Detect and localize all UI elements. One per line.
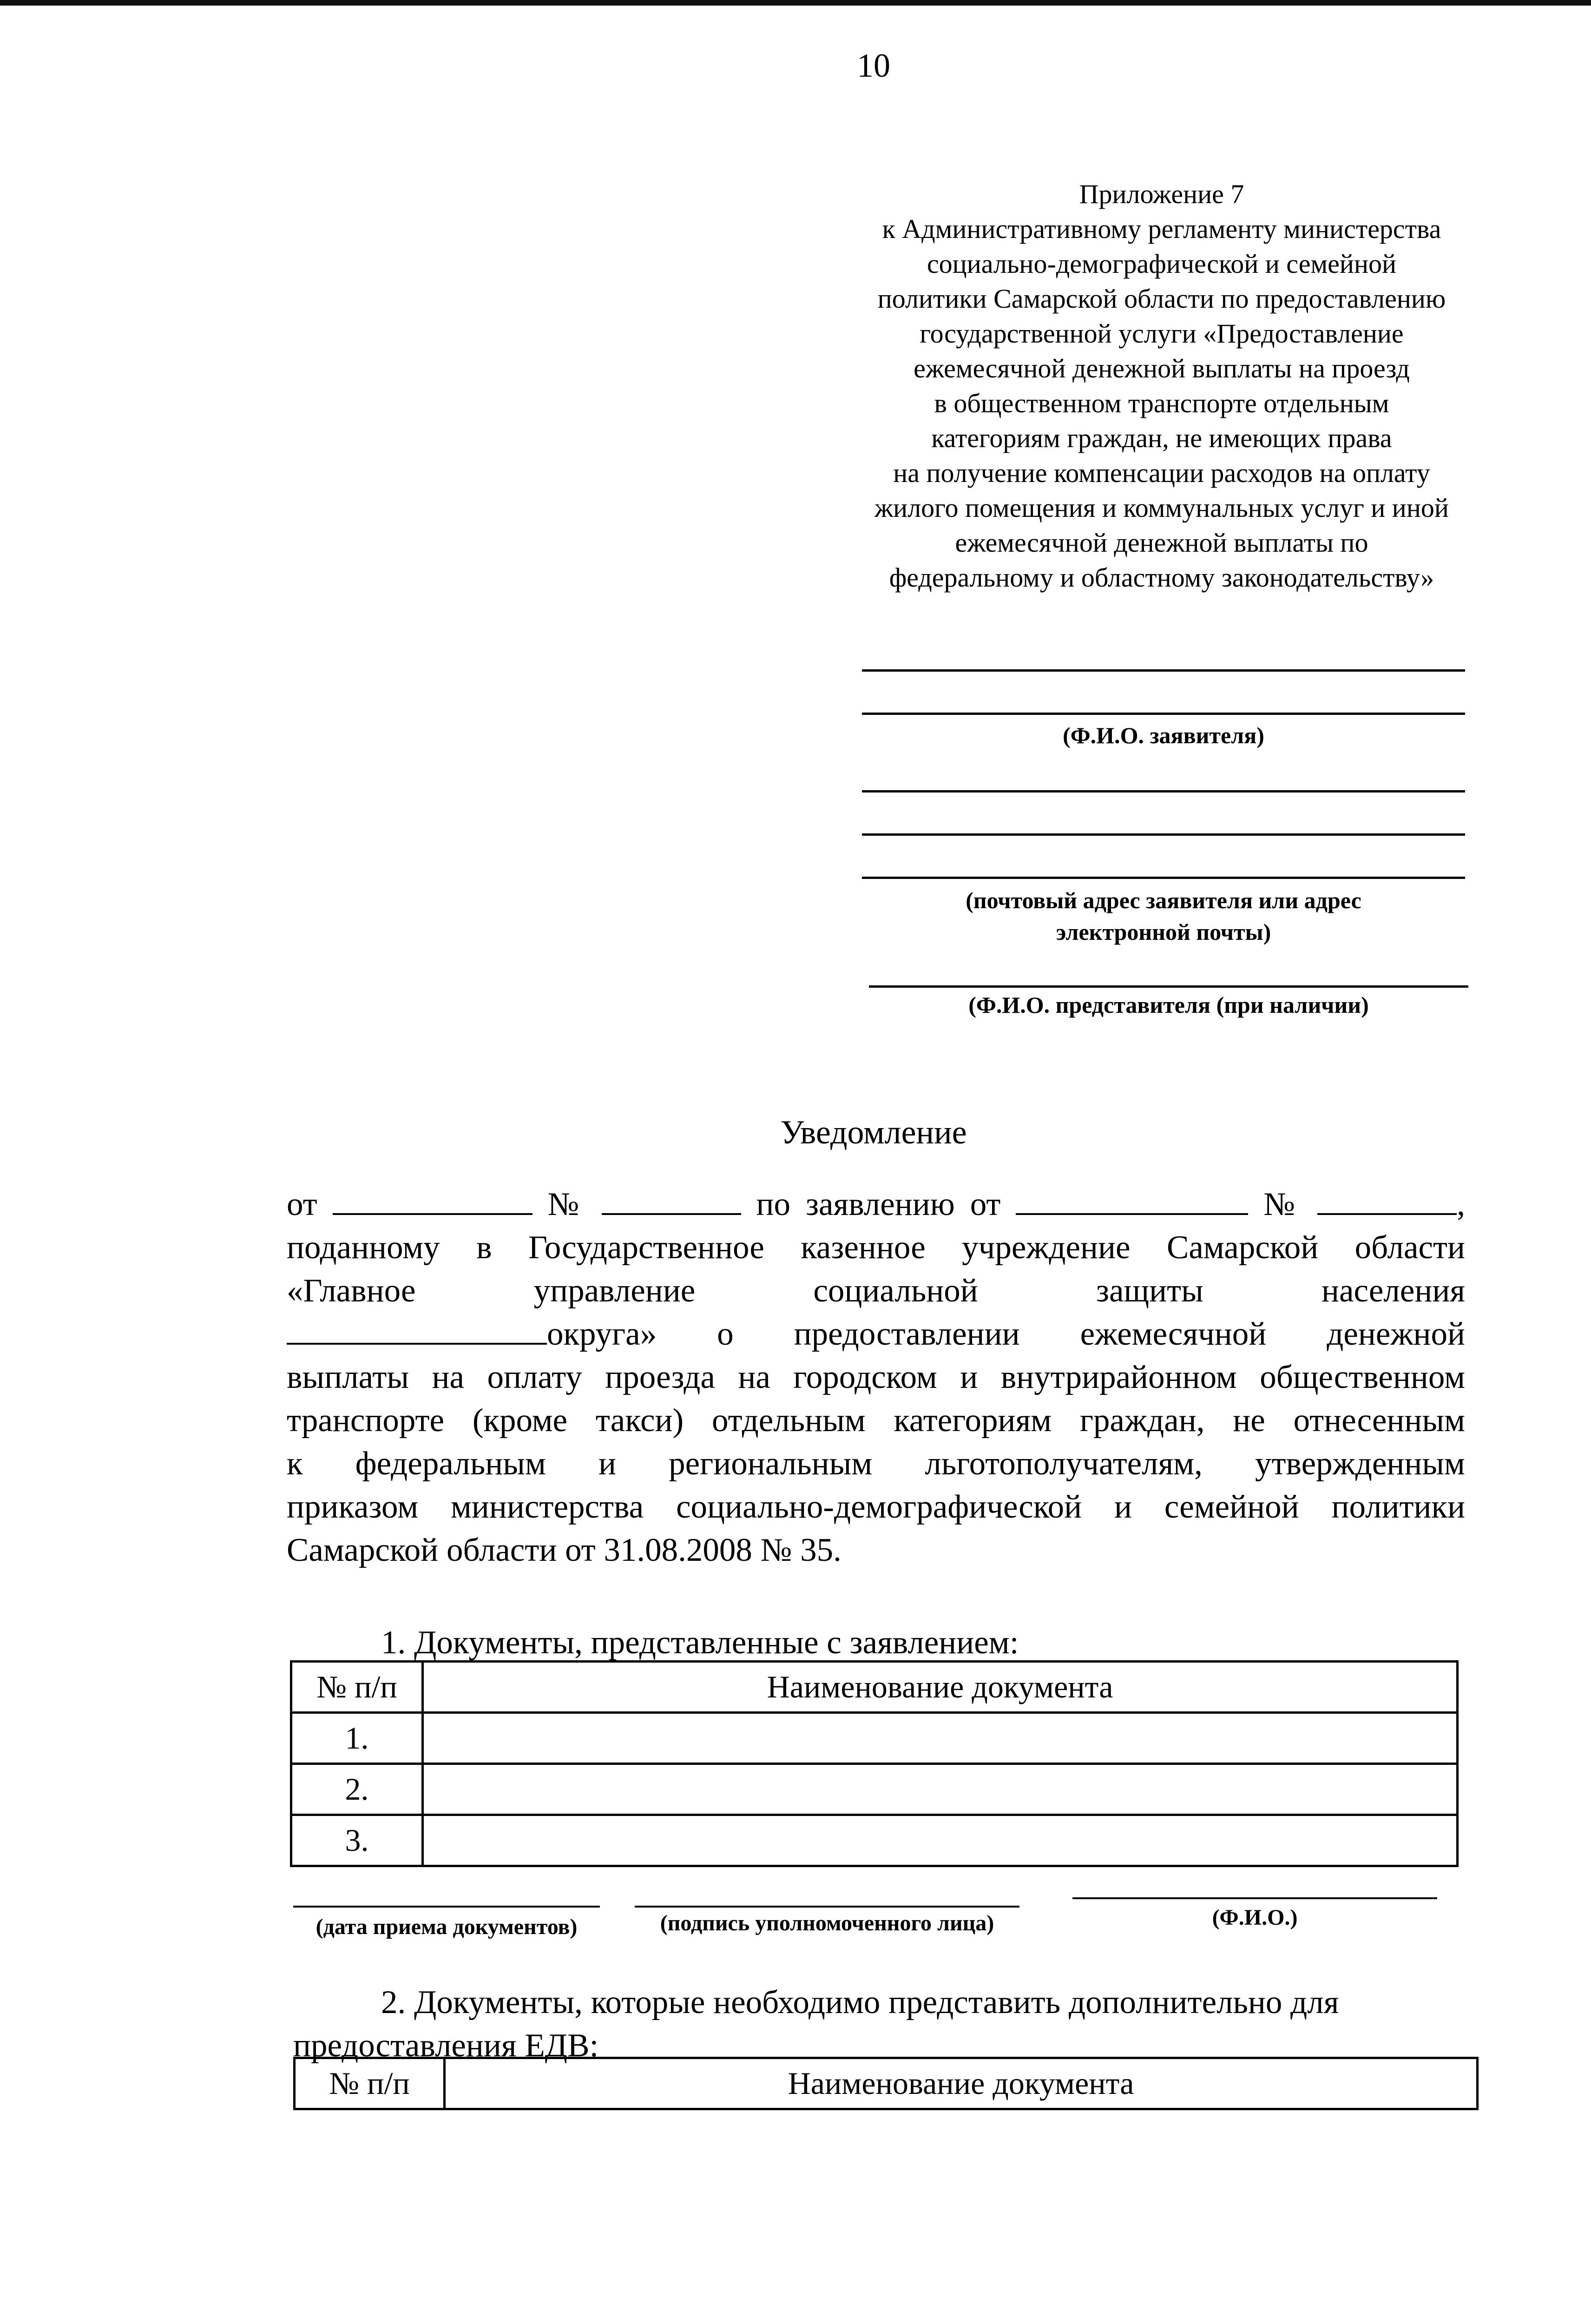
sign-signature-line[interactable]: [635, 1906, 1019, 1908]
by-application-label: по заявлению от: [756, 1186, 1001, 1222]
appendix-line: ежемесячной денежной выплаты по: [955, 528, 1368, 558]
row-number: 3.: [291, 1815, 423, 1866]
appendix-line: государственной услуги «Предоставление: [920, 318, 1404, 349]
appendix-line: категориям граждан, не имеющих права: [931, 423, 1392, 453]
address-line-1[interactable]: [862, 790, 1465, 792]
representative-line[interactable]: [869, 985, 1468, 988]
table-row: [291, 1713, 1458, 1764]
row-number: 2.: [291, 1764, 423, 1815]
notice-line: «Главное управление социальной защиты населения: [287, 1273, 1465, 1309]
number-sign: №: [1263, 1186, 1302, 1222]
section1-heading: 1. Документы, представленные с заявлением:: [381, 1624, 1019, 1661]
number-sign: №: [547, 1186, 586, 1222]
notice-date-field[interactable]: [333, 1185, 533, 1215]
fio-signature-line[interactable]: [1072, 1897, 1437, 1899]
appendix-line: политики Самарской области по предоставлению: [877, 284, 1446, 314]
section1-table: [290, 1660, 1459, 1867]
document-name-cell[interactable]: [423, 1764, 1458, 1815]
appendix-header: [836, 177, 1487, 595]
notice-line: транспорте (кроме такси) отдельным категориям граждан, не отнесенным: [287, 1402, 1465, 1439]
address-line-3[interactable]: [862, 877, 1465, 879]
appendix-line: ежемесячной денежной выплаты на проезд: [914, 353, 1410, 383]
notice-title: Уведомление: [780, 1114, 967, 1151]
appendix-line: Приложение 7: [1079, 179, 1244, 209]
appendix-line: в общественном транспорте отдельным: [934, 388, 1389, 418]
comma: ,: [1457, 1186, 1466, 1222]
notice-line: к федеральным и региональным льготополучателям, утвержденным: [287, 1446, 1465, 1482]
scan-edge: [0, 0, 1591, 6]
table-row: [291, 1815, 1458, 1866]
fio-label: (Ф.И.О.): [1212, 1905, 1298, 1930]
notice-line: приказом министерства социально-демографической и семейной политики: [287, 1489, 1465, 1525]
address-line-2[interactable]: [862, 833, 1465, 836]
application-date-field[interactable]: [1016, 1185, 1248, 1215]
notice-line: Самарской области от 31.08.2008 № 35.: [287, 1532, 842, 1568]
district-field[interactable]: [287, 1315, 547, 1345]
notice-line-first: [287, 1183, 1465, 1226]
table-header-row: [295, 2058, 1478, 2109]
date-signature-line[interactable]: [293, 1906, 600, 1908]
address-label: [862, 885, 1465, 948]
notice-body: [287, 1183, 1465, 1572]
column-header: Наименование документа: [445, 2058, 1478, 2109]
document-name-cell[interactable]: [423, 1815, 1458, 1866]
applicant-fio-line-1[interactable]: [862, 669, 1465, 672]
appendix-line: на получение компенсации расходов на оплату: [893, 458, 1430, 488]
representative-label: (Ф.И.О. представителя (при наличии): [968, 992, 1369, 1018]
column-header: № п/п: [295, 2058, 445, 2109]
address-label-line: (почтовый адрес заявителя или адрес: [966, 887, 1361, 913]
appendix-line: жилого помещения и коммунальных услуг и иной: [874, 493, 1449, 523]
notice-line: выплаты на оплату проезда на городском и внутрирайонном общественном: [287, 1359, 1465, 1395]
document-name-cell[interactable]: [423, 1713, 1458, 1764]
application-number-field[interactable]: [1317, 1185, 1457, 1215]
table-row: [291, 1764, 1458, 1815]
appendix-line: социально-демографической и семейной: [927, 249, 1397, 279]
from-label: от: [287, 1186, 317, 1222]
date-label: (дата приема документов): [316, 1915, 578, 1939]
column-header: № п/п: [291, 1662, 423, 1713]
applicant-fio-line-2[interactable]: [862, 713, 1465, 715]
section2-table: [293, 2057, 1479, 2110]
appendix-line: федеральному и областному законодательству»: [889, 562, 1434, 593]
table-header-row: [291, 1662, 1458, 1713]
appendix-line: к Административному регламенту министерства: [882, 214, 1441, 244]
notice-number-field[interactable]: [602, 1185, 741, 1215]
notice-line: поданному в Государственное казенное учреждение Самарской области: [287, 1229, 1465, 1266]
sign-label: (подпись уполномоченного лица): [660, 1911, 994, 1935]
notice-line: [287, 1313, 1465, 1356]
notice-line-text: округа» о предоставлении ежемесячной денежной: [547, 1316, 1465, 1352]
row-number: 1.: [291, 1713, 423, 1764]
column-header: Наименование документа: [423, 1662, 1458, 1713]
page-number: 10: [857, 47, 890, 84]
applicant-fio-label: (Ф.И.О. заявителя): [1063, 722, 1264, 748]
section2-heading-line2: предоставления ЕДВ:: [293, 2027, 599, 2064]
address-label-line: электронной почты): [1056, 919, 1271, 945]
section2-heading-line1: 2. Документы, которые необходимо представить дополнительно для: [381, 1984, 1339, 2020]
